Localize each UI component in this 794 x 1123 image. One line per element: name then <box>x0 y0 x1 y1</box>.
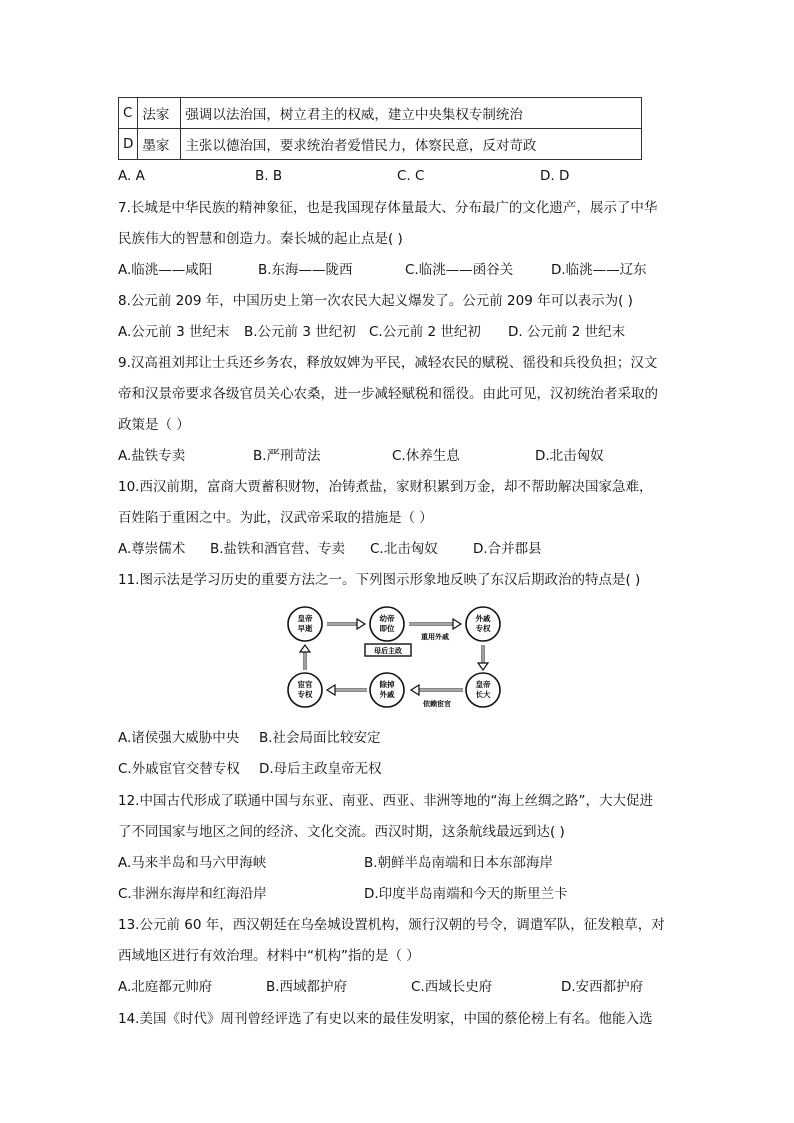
q9-option-c[interactable]: C.休养生息 <box>392 448 460 464</box>
q12-option-d[interactable]: D.印度半岛南端和今天的斯里兰卡 <box>364 886 568 902</box>
cycle-diagram <box>285 604 515 712</box>
q13-stem-line-2: 西域地区进行有效治理。材料中“机构”指的是（ ） <box>118 948 420 964</box>
q7-option-d[interactable]: D.临洮——辽东 <box>551 262 647 278</box>
q11-option-b[interactable]: B.社会局面比较安定 <box>259 730 381 746</box>
q8-option-b[interactable]: B.公元前 3 世纪初 <box>244 324 356 340</box>
q14-stem-line-1: 14.美国《时代》周刊曾经评选了有史以来的最佳发明家，中国的蔡伦榜上有名。他能入选 <box>118 1011 653 1027</box>
q8-option-d[interactable]: D. 公元前 2 世纪末 <box>508 324 626 340</box>
table-cell-desc: 主张以德治国，要求统治者爱惜民力，体察民意，反对苛政 <box>181 129 642 160</box>
q6-option-b[interactable]: B. B <box>255 168 283 184</box>
table-cell-letter: C <box>119 98 138 129</box>
table-cell-school: 墨家 <box>138 129 181 160</box>
q10-option-a[interactable]: A.尊崇儒术 <box>118 541 186 557</box>
q6-option-c[interactable]: C. C <box>397 168 425 184</box>
q11-option-a[interactable]: A.诸侯强大威胁中央 <box>118 730 240 746</box>
q13-option-a[interactable]: A.北庭都元帅府 <box>118 979 213 995</box>
q12-stem-line-1: 12.中国古代形成了联通中国与东亚、南亚、西亚、非洲等地的“海上丝绸之路”，大大促进 <box>118 793 653 809</box>
arrow-up <box>300 645 310 670</box>
q10-option-c[interactable]: C.北击匈奴 <box>370 541 438 557</box>
node-label: 外戚专权 <box>475 614 491 633</box>
table-cell-school: 法家 <box>138 98 181 129</box>
edge-label-reuse-consort: 重用外戚 <box>421 633 449 641</box>
q8-option-a[interactable]: A.公元前 3 世纪末 <box>118 324 230 340</box>
node-child-emperor <box>370 607 404 641</box>
q9-option-d[interactable]: D.北击匈奴 <box>535 448 604 464</box>
q9-option-a[interactable]: A.盐铁专卖 <box>118 448 186 464</box>
node-label: 皇帝长大 <box>475 680 491 699</box>
q7-stem-line-2: 民族伟大的智慧和创造力。秦长城的起止点是( ) <box>118 231 403 247</box>
arrow-right-1 <box>327 619 365 629</box>
q9-option-b[interactable]: B.严刑苛法 <box>253 448 321 464</box>
arrow-left-2 <box>327 685 367 695</box>
edge-label-rely-eunuchs: 依赖宦官 <box>423 700 451 708</box>
q11-stem-line-1: 11.图示法是学习历史的重要方法之一。下列图示形象地反映了东汉后期政治的特点是( ) <box>118 572 641 588</box>
box-label: 母后主政 <box>374 647 402 655</box>
q10-option-d[interactable]: D.合并郡县 <box>473 541 542 557</box>
schools-table <box>118 97 642 160</box>
q11-option-d[interactable]: D.母后主政皇帝无权 <box>259 761 382 777</box>
q12-option-a[interactable]: A.马来半岛和马六甲海峡 <box>118 855 267 871</box>
empress-dowager-box <box>365 644 411 656</box>
q7-option-c[interactable]: C.临洮——函谷关 <box>405 262 514 278</box>
q13-option-b[interactable]: B.西域都护府 <box>266 979 348 995</box>
node-remove-consort-clan <box>370 673 404 707</box>
table-row <box>119 98 642 129</box>
table-cell-letter: D <box>119 129 138 160</box>
q6-option-a[interactable]: A. A <box>118 168 145 184</box>
q11-option-c[interactable]: C.外戚宦官交替专权 <box>118 761 240 777</box>
node-emperor-dies-young <box>288 607 322 641</box>
q13-option-d[interactable]: D.安西都护府 <box>561 979 644 995</box>
node-consort-clan-power <box>466 607 500 641</box>
q13-option-c[interactable]: C.西域长史府 <box>411 979 493 995</box>
table-row <box>119 129 642 160</box>
q8-option-c[interactable]: C.公元前 2 世纪初 <box>369 324 481 340</box>
node-label: 除掉外戚 <box>379 680 395 699</box>
node-label: 皇帝早逝 <box>297 614 313 633</box>
arrow-down <box>478 645 488 670</box>
q9-stem-line-3: 政策是（ ） <box>118 417 190 433</box>
arrow-left-1 <box>411 685 463 695</box>
q12-option-c[interactable]: C.非洲东海岸和红海沿岸 <box>118 886 267 902</box>
q9-stem-line-2: 帝和汉景帝要求各级官员关心农桑，进一步减轻赋税和徭役。由此可见，汉初统治者采取的 <box>118 386 658 402</box>
q6-option-d[interactable]: D. D <box>540 168 570 184</box>
node-label: 宦官专权 <box>297 680 313 699</box>
q12-stem-line-2: 了不同国家与地区之间的经济、文化交流。西汉时期，这条航线最远到达( ) <box>118 824 565 840</box>
q10-stem-line-1: 10.西汉前期，富商大贾蓄积财物，冶铸煮盐，家财积累到万金，却不帮助解决国家急难， <box>118 479 653 495</box>
node-emperor-grows-up <box>466 673 500 707</box>
arrow-right-2 <box>409 619 461 629</box>
q8-stem-line-1: 8.公元前 209 年，中国历史上第一次农民大起义爆发了。公元前 209 年可以表示为( ) <box>118 293 633 309</box>
q7-stem-line-1: 7.长城是中华民族的精神象征，也是我国现存体量最大、分布最广的文化遗产，展示了中华 <box>118 200 658 216</box>
q12-option-b[interactable]: B.朝鲜半岛南端和日本东部海岸 <box>364 855 554 871</box>
node-eunuch-power <box>288 673 322 707</box>
q9-stem-line-1: 9.汉高祖刘邦让士兵还乡务农，释放奴婢为平民，减轻农民的赋税、徭役和兵役负担；汉文 <box>118 355 658 371</box>
node-label: 幼帝即位 <box>379 614 395 633</box>
q7-option-b[interactable]: B.东海——陇西 <box>258 262 353 278</box>
table-cell-desc: 强调以法治国，树立君主的权威，建立中央集权专制统治 <box>181 98 642 129</box>
q10-stem-line-2: 百姓陷于重困之中。为此，汉武帝采取的措施是（ ） <box>118 510 433 526</box>
q13-stem-line-1: 13.公元前 60 年，西汉朝廷在乌垒城设置机构，颁行汉朝的号令，调遣军队，征发粮草，对 <box>118 917 665 933</box>
q10-option-b[interactable]: B.盐铁和酒官营、专卖 <box>210 541 346 557</box>
q7-option-a[interactable]: A.临洮——咸阳 <box>118 262 213 278</box>
